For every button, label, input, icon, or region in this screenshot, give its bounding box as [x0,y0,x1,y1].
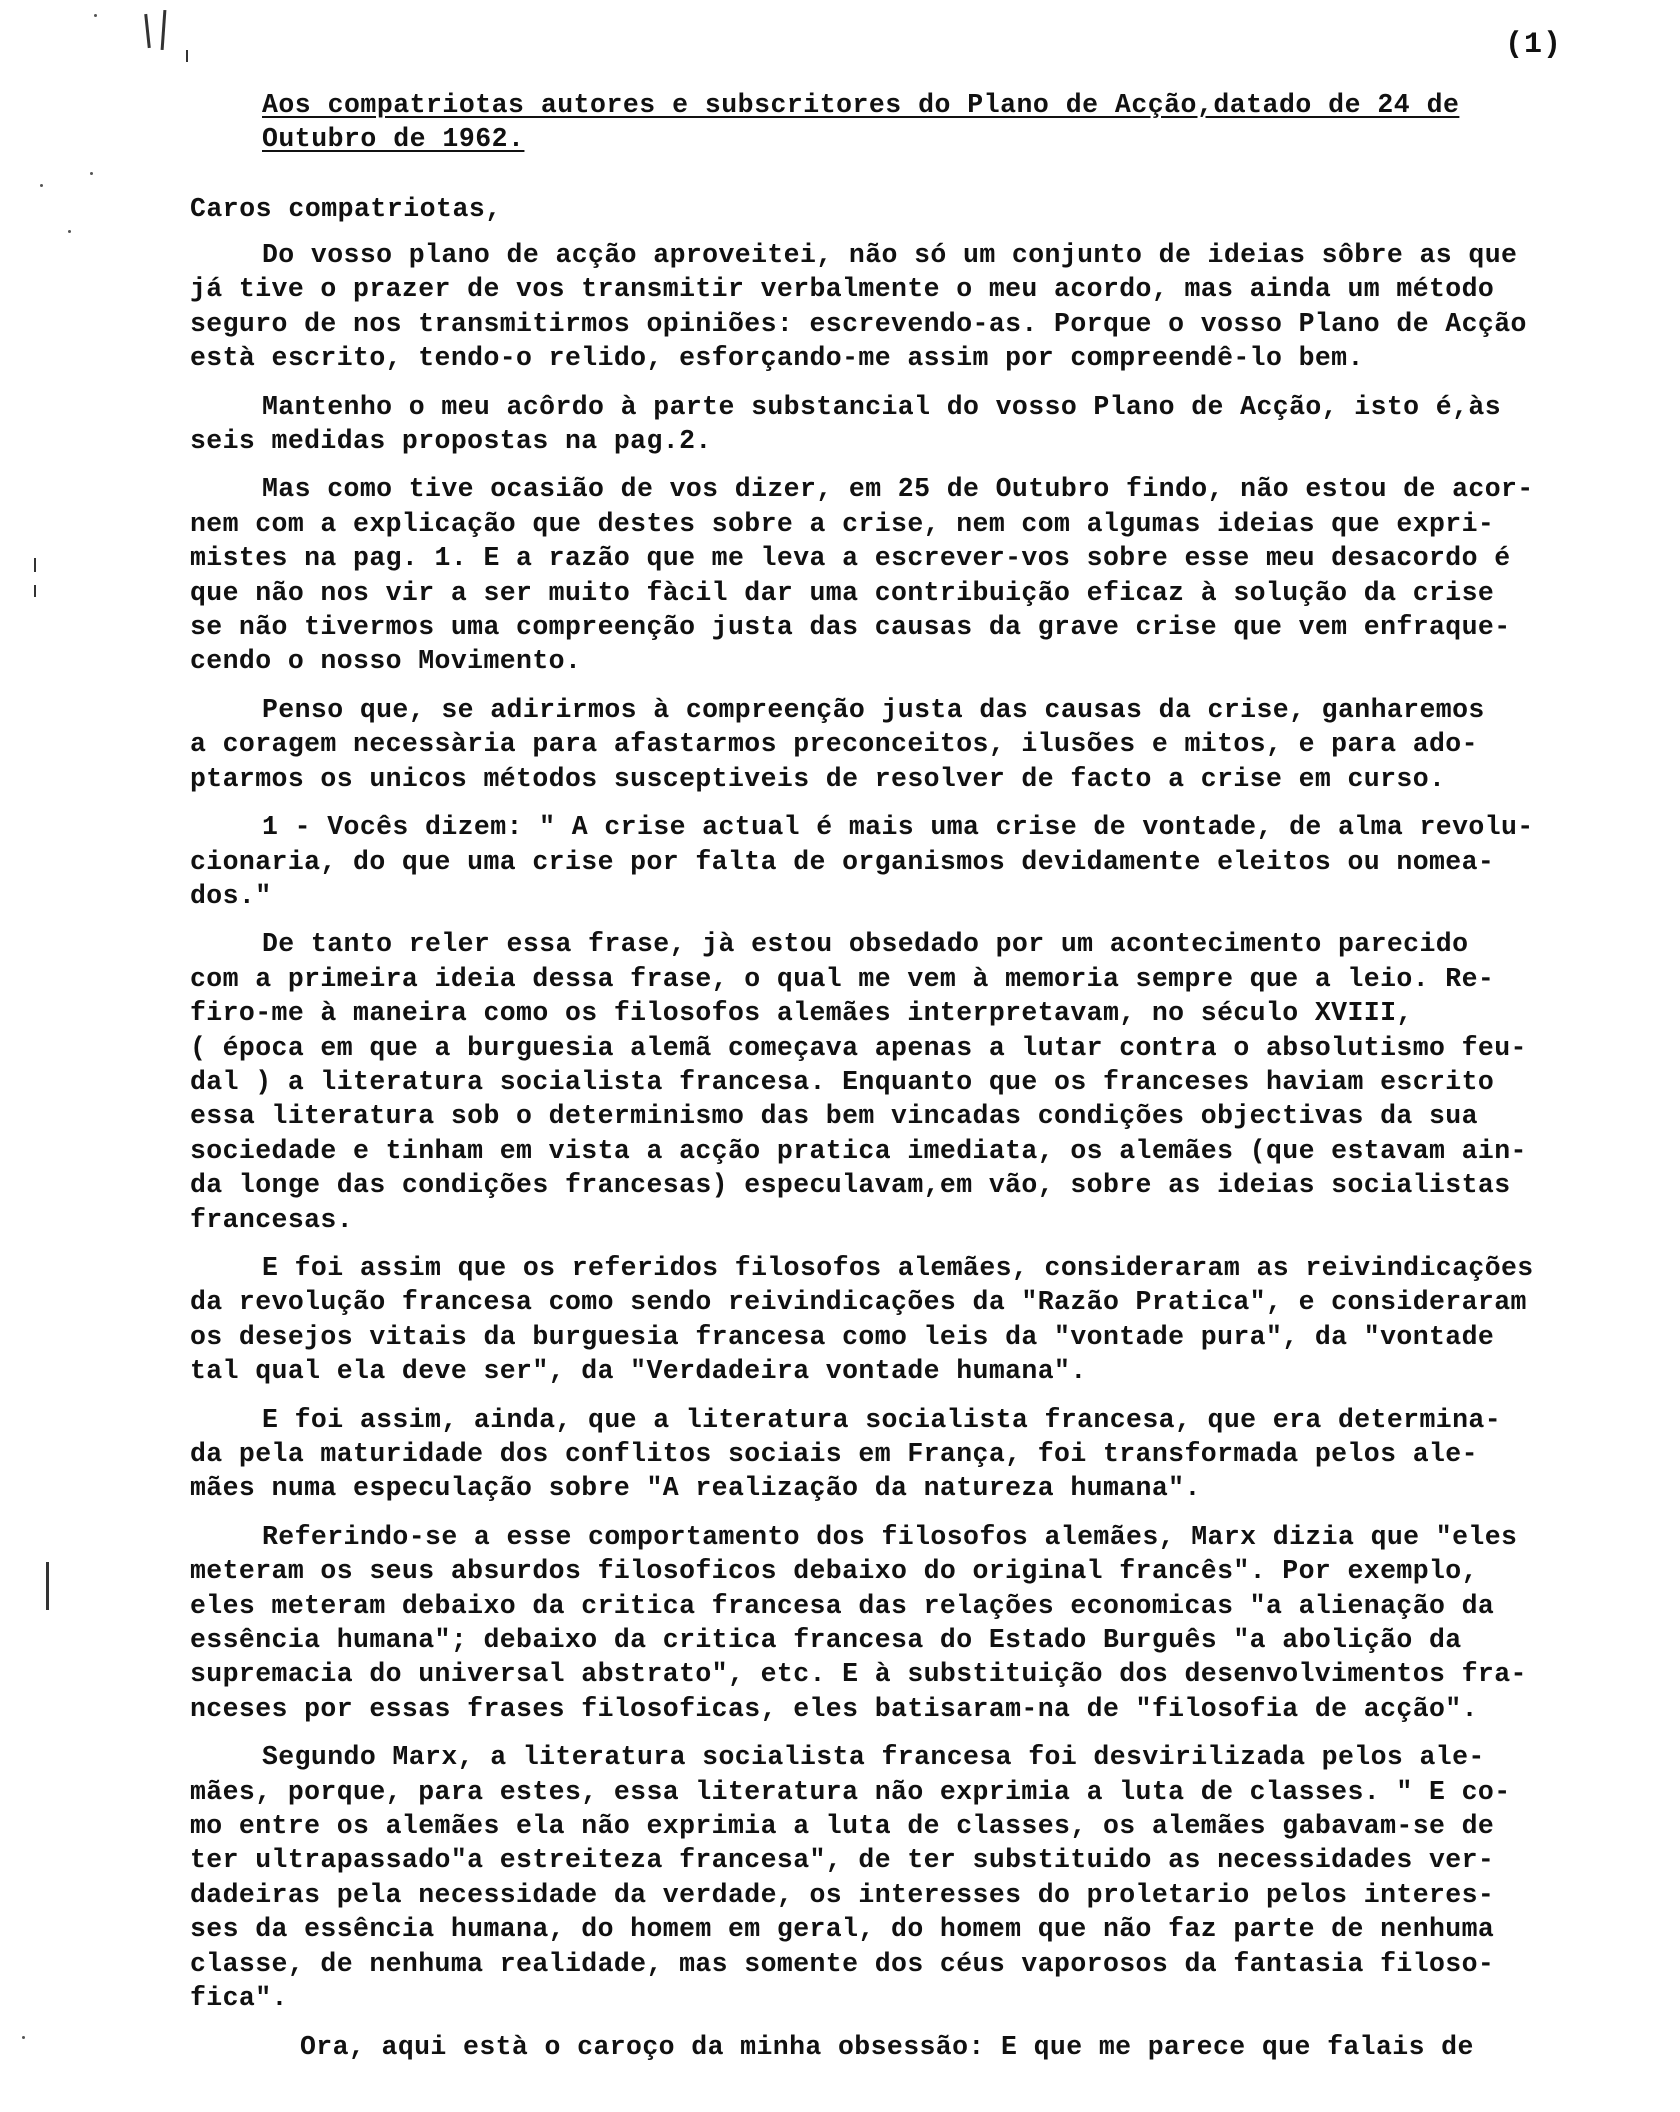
paragraph: 1 - Vocês dizem: " A crise actual é mais uma crise de vontade, de alma revolu- cionaria, do que uma crise por falta de organismos devidamente eleitos ou nomea- dos." [190,812,1534,911]
paragraph: Mantenho o meu acôrdo à parte substancial do vosso Plano de Acção, isto é,às seis medidas propostas na pag.2. [190,391,1501,457]
margin-mark [46,1562,49,1610]
paragraph: Referindo-se a esse comportamento dos filosofos alemães, Marx dizia que "eles meteram os seus absurdos filosoficos debaixo do original francês". Por exemplo, eles meteram debaixo da critica francesa das relações economicas "a alienação da essência humana"; debaixo da critica francesa do Estado Burguês "a abolição da supremacia do universal abstrato", etc. E à substituição dos desenvolvimentos fra- nceses por essas frases filosoficas, eles batisaram-na de "filosofia de acção". [190,1521,1527,1724]
margin-speck [68,230,71,233]
paragraph: E foi assim, ainda, que a literatura socialista francesa, que era determina- da pela maturidade dos conflitos sociais em França, foi transformada pelos ale- mães numa especulação sobre "A realização da natureza humana". [190,1404,1501,1504]
margin-mark [161,10,167,50]
salutation: Caros compatriotas, [190,194,502,224]
paragraph: Do vosso plano de acção aproveitei, não só um conjunto de ideias sôbre as que já tive o prazer de vos transmitir verbalmente o meu acordo, mas ainda um método seguro de nos transmitirmos opiniões: escrevendo-as. Porque o vosso Plano de Acção està escrito, tendo-o relido, esforçando-me assim por compreendê-lo bem. [190,240,1527,374]
paragraph: Ora, aqui està o caroço da minha obsessão: E que me parece que falais de [300,2031,1474,2062]
letter-body [190,88,1650,2078]
margin-mark [34,558,36,572]
margin-speck [90,172,93,175]
margin-mark [144,14,151,48]
paragraph: Mas como tive ocasião de vos dizer, em 25 de Outubro findo, não estou de acor- nem com a explicação que destes sobre a crise, nem com algumas ideias que expri- mistes na pag. 1. E a razão que me leva a escrever-vos sobre esse meu desacordo é que não nos vir a ser muito fàcil dar uma contribuição eficaz à solução da crise se não tivermos uma compreenção justa das causas da grave crise que vem enfraque- cendo o nosso Movimento. [190,474,1534,677]
paragraph: Penso que, se adirirmos à compreenção justa das causas da crise, ganharemos a coragem necessària para afastarmos preconceitos, ilusões e mitos, e para ado- ptarmos os unicos métodos susceptiveis de resolver de facto a crise em curso. [190,694,1485,794]
margin-mark [186,50,188,62]
margin-speck [94,14,97,17]
paragraph: E foi assim que os referidos filosofos alemães, consideraram as reivindicações da revolução francesa como sendo reivindicações da "Razão Pratica", e consideraram os desejos vitais da burguesia francesa como leis da "vontade pura", da "vontade tal qual ela deve ser", da "Verdadeira vontade humana". [190,1252,1534,1387]
paragraph: Segundo Marx, a literatura socialista francesa foi desvirilizada pelos ale- mães, porque, para estes, essa literatura não exprimia a luta de classes. " E co- mo entre os alemães ela não exprimia a luta de classes, os alemães gabavam-se de ter ultrapassado"a estreiteza francesa", de ter substituido as necessidades ver- dadeiras pela necessidade da verdade, os interesses do proletario pelos interes- ses da essência humana, do homem em geral, do homem que não faz parte de nenhuma classe, de nenhuma realidade, mas somente dos céus vaporosos da fantasia filoso- fica". [190,1742,1511,2014]
paragraph: De tanto reler essa frase, jà estou obsedado por um acontecimento parecido com a primeira ideia dessa frase, o qual me vem à memoria sempre que a leio. Re- firo-me à maneira como os filosofos alemães interpretavam, no século XVIII, ( época em que a burguesia alemã começava apenas a lutar contra o absolutismo feu- dal ) a literatura socialista francesa. Enquanto que os franceses haviam escrito essa literatura sob o determinismo das bem vincadas condições objectivas da sua sociedade e tinham em vista a acção pratica imediata, os alemães (que estavam ain- da longe das condições francesas) especulavam,em vão, sobre as ideias socialistas francesas. [190,929,1527,1235]
margin-mark [34,585,36,597]
letter-heading: Aos compatriotas autores e subscritores do Plano de Acção,datado de 24 de Outubro de 1962. [262,90,1460,154]
margin-speck [40,184,43,187]
page-number: (1) [1504,28,1562,62]
margin-speck [22,2036,25,2039]
